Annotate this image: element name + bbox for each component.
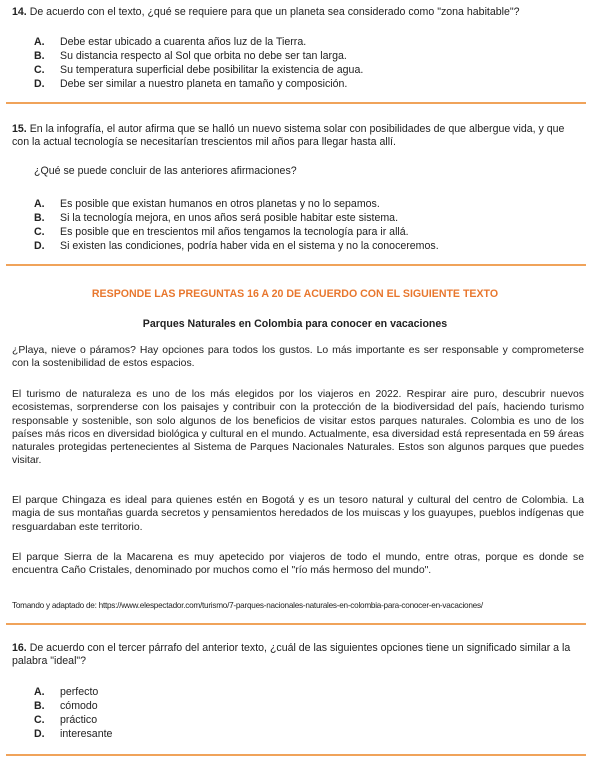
reading-paragraph-1: ¿Playa, nieve o páramos? Hay opciones para todos los gustos. Lo más importante es ser responsable y comprometerse con la sostenibilidad de estos espacios. bbox=[12, 345, 584, 370]
option-d: D. interesante bbox=[34, 728, 113, 740]
option-a: A. Es posible que existan humanos en otros planetas y no lo sepamos. bbox=[34, 198, 380, 210]
question-16 bbox=[12, 642, 584, 669]
reading-paragraph-2: El turismo de naturaleza es uno de los más elegidos por los viajeros en 2022. Respirar aire puro, descubrir nuevos ecosistemas, sorprenderse con los paisajes y contribuir con la protección de la biodiversidad del país, haciendo turismo responsable y sostenible, son solo algunos de los beneficios de visitar estos parques naturales. Colombia es uno de los países más ricos en diversidad biológica y cultural en el mundo. Actualmente, esa diversidad está representada en 59 áreas naturales protegidas pertenecientes al Sistema de Parques Nacionales Naturales. Estos son algunos parques que puedes visitar. bbox=[12, 389, 584, 467]
reading-title: Parques Naturales en Colombia para conocer en vacaciones bbox=[142, 318, 448, 330]
question-number: 16. bbox=[12, 642, 27, 654]
question-text: De acuerdo con el texto, ¿qué se requiere para que un planeta sea considerado como "zona habitable"? bbox=[29, 6, 520, 18]
reading-paragraph-3: El parque Chingaza es ideal para quienes estén en Bogotá y es un tesoro natural y cultural del centro de Colombia. La magia de sus montañas guarda secretos y pensamientos heredados de los muiscas y los guayupes, pueblos indígenas que resguardaban este territorio. bbox=[12, 495, 584, 533]
question-prompt: ¿Qué se puede concluir de las anteriores afirmaciones? bbox=[34, 165, 297, 177]
option-c: C. práctico bbox=[34, 714, 98, 726]
option-a: A. Debe estar ubicado a cuarenta años luz de la Tierra. bbox=[34, 36, 307, 48]
divider bbox=[6, 623, 586, 625]
question-15 bbox=[12, 123, 584, 150]
option-c: C. Es posible que en trescientos mil años tengamos la tecnología para ir allá. bbox=[34, 226, 409, 238]
question-text: De acuerdo con el tercer párrafo del anterior texto, ¿cuál de las siguientes opciones tiene un significado similar a la palabra "ideal"? bbox=[12, 642, 571, 668]
question-number: 14. bbox=[12, 6, 27, 18]
divider bbox=[6, 102, 586, 104]
source-citation: Tomando y adaptado de: https://www.elespectador.com/turismo/7-parques-nacionales-naturales-en-colombia-para-conocer-en-vacaciones/ bbox=[12, 601, 483, 610]
option-b: B. cómodo bbox=[34, 700, 98, 712]
reading-paragraph-4: El parque Sierra de la Macarena es muy apetecido por viajeros de todo el mundo, entre otras, porque es donde se encuentra Caño Cristales, denominado por muchos como el "río más hermoso del mundo". bbox=[12, 552, 584, 577]
option-d: D. Si existen las condiciones, podría haber vida en el sistema y no la conoceremos. bbox=[34, 240, 439, 252]
option-b: B. Su distancia respecto al Sol que orbita no debe ser tan larga. bbox=[34, 50, 347, 62]
divider bbox=[6, 754, 586, 756]
question-text: En la infografía, el autor afirma que se halló un nuevo sistema solar con posibilidades de que albergue vida, y que con la actual tecnología se necesitarían trescientos mil años para llegar hasta allí. bbox=[12, 123, 565, 149]
section-instruction: RESPONDE LAS PREGUNTAS 16 A 20 DE ACUERDO CON EL SIGUIENTE TEXTO bbox=[91, 288, 499, 300]
question-14 bbox=[12, 6, 584, 19]
option-c: C. Su temperatura superficial debe posibilitar la existencia de agua. bbox=[34, 64, 364, 76]
question-number: 15. bbox=[12, 123, 27, 135]
option-b: B. Si la tecnología mejora, en unos años será posible habitar este sistema. bbox=[34, 212, 399, 224]
option-a: A. perfecto bbox=[34, 686, 99, 698]
divider bbox=[6, 264, 586, 266]
option-d: D. Debe ser similar a nuestro planeta en tamaño y composición. bbox=[34, 78, 348, 90]
